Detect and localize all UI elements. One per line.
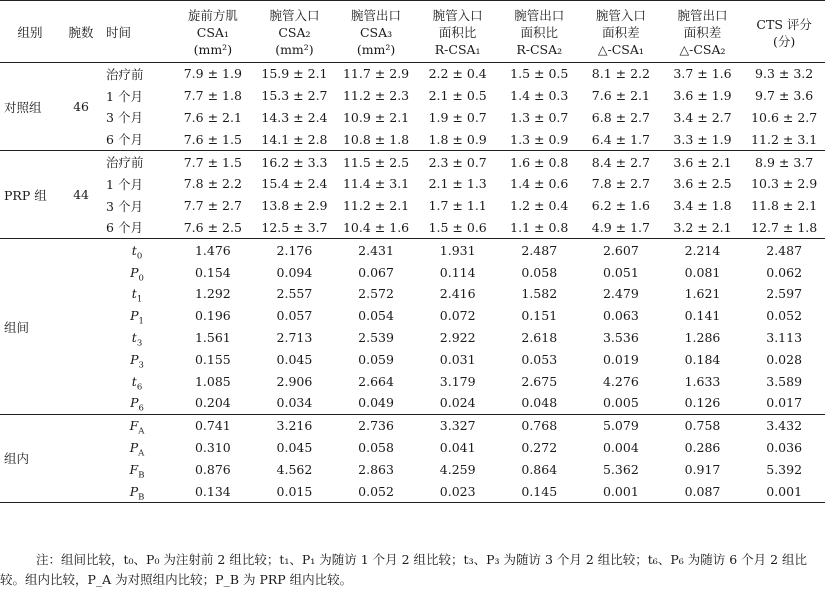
stat-row	[0, 348, 825, 370]
stat-value: 2.618	[521, 329, 558, 345]
value-cell: 1.3 ± 0.9	[498, 128, 580, 150]
header-line: CSA₁	[196, 25, 229, 40]
header-col-7	[743, 1, 825, 63]
stat-value: 4.259	[439, 461, 476, 477]
value-cell: 7.8 ± 2.7	[591, 176, 650, 192]
header-col-4	[498, 1, 580, 63]
stat-value: 0.031	[439, 351, 476, 367]
stat-value: 2.863	[358, 461, 394, 477]
stat-symbol	[102, 458, 172, 480]
table-row	[0, 151, 825, 173]
header-row	[0, 1, 825, 63]
stat-symbol	[102, 348, 172, 370]
stat-value: 0.058	[358, 439, 394, 455]
value-cell: 1.6 ± 0.8	[510, 154, 569, 170]
stat-value: 0.062	[766, 264, 803, 280]
stat-symbol-sub: 1	[138, 316, 144, 327]
value-cell: 2.1 ± 0.5	[428, 88, 487, 104]
value-cell: 10.3 ± 2.9	[751, 176, 818, 192]
stat-symbol	[102, 414, 172, 436]
time-cell: 3 个月	[106, 198, 143, 214]
value-cell: 1.5 ± 0.5	[510, 66, 569, 82]
stat-value: 0.151	[521, 308, 558, 324]
stat-value: 0.048	[498, 392, 580, 414]
header-line: (mm²)	[275, 42, 314, 57]
stat-value: 2.906	[276, 373, 313, 389]
stat-symbol-sub: B	[138, 492, 145, 503]
table-row	[0, 217, 825, 239]
stat-symbol	[102, 327, 172, 349]
stat-row	[0, 305, 825, 327]
stat-value: 0.917	[684, 461, 721, 477]
stat-group-name: 组内	[0, 414, 102, 502]
stat-symbol-letter: t	[131, 286, 137, 302]
value-cell: 3.7 ± 1.6	[673, 66, 732, 82]
value-cell: 10.4 ± 1.6	[335, 217, 417, 239]
value-cell: 7.6 ± 2.1	[591, 88, 650, 104]
stat-value: 0.017	[743, 392, 825, 414]
table-row	[0, 85, 825, 107]
header-col-3	[417, 1, 499, 63]
value-cell: 11.8 ± 2.1	[751, 198, 818, 214]
stat-value: 2.597	[766, 286, 803, 302]
value-cell: 2.3 ± 0.7	[428, 154, 487, 170]
header-line: R-CSA₁	[434, 42, 481, 57]
header-line: 面积差	[602, 25, 640, 40]
value-cell: 8.4 ± 2.7	[591, 154, 650, 170]
stat-value: 2.922	[439, 329, 476, 345]
stat-value: 0.768	[521, 418, 558, 434]
stat-value: 1.582	[521, 286, 558, 302]
stat-value: 0.052	[766, 308, 803, 324]
stat-value: 0.063	[602, 308, 639, 324]
value-cell: 2.2 ± 0.4	[428, 66, 487, 82]
stat-symbol	[102, 283, 172, 305]
stat-value: 0.019	[602, 351, 639, 367]
value-cell: 11.2 ± 2.3	[342, 88, 410, 104]
header-line: (mm²)	[356, 42, 396, 57]
stat-value: 1.621	[684, 286, 721, 302]
stat-symbol	[102, 392, 172, 414]
stat-row	[0, 283, 825, 305]
stat-value: 0.196	[194, 308, 231, 324]
stat-value: 0.067	[358, 264, 394, 280]
stat-value: 2.539	[358, 329, 394, 345]
value-cell: 1.9 ± 0.7	[428, 109, 487, 125]
stat-value: 1.292	[194, 286, 231, 302]
stat-value: 0.087	[662, 480, 744, 502]
stat-value: 0.126	[662, 392, 744, 414]
stat-value: 1.476	[194, 242, 231, 258]
stat-value: 0.741	[194, 418, 231, 434]
stat-value: 0.758	[684, 418, 721, 434]
stat-row	[0, 261, 825, 283]
header-line: R-CSA₂	[516, 42, 563, 57]
value-cell: 6.8 ± 2.7	[591, 109, 650, 125]
stat-symbol	[102, 370, 172, 392]
value-cell: 8.1 ± 2.2	[591, 66, 650, 82]
stat-value: 2.176	[276, 242, 313, 258]
stat-value: 2.607	[602, 242, 639, 258]
stat-value: 0.145	[498, 480, 580, 502]
stat-value: 2.479	[602, 286, 639, 302]
stat-value: 3.589	[766, 373, 803, 389]
value-cell: 1.2 ± 0.4	[510, 198, 569, 214]
value-cell: 11.7 ± 2.9	[342, 66, 410, 82]
value-cell: 12.5 ± 3.7	[254, 217, 336, 239]
value-cell: 8.9 ± 3.7	[755, 154, 814, 170]
stat-symbol-letter: P	[130, 308, 139, 324]
time-cell: 1 个月	[106, 88, 143, 104]
stat-value: 0.001	[743, 480, 825, 502]
header-line: 旋前方肌	[187, 8, 238, 23]
stat-value: 2.675	[521, 373, 558, 389]
stat-value: 0.134	[172, 480, 254, 502]
value-cell: 7.7 ± 1.8	[183, 88, 242, 104]
stat-row	[0, 480, 825, 502]
value-cell: 16.2 ± 3.3	[261, 154, 328, 170]
stat-value: 3.536	[602, 329, 639, 345]
stat-value: 0.864	[521, 461, 558, 477]
value-cell: 7.6 ± 1.5	[172, 128, 254, 150]
value-cell: 15.9 ± 2.1	[261, 66, 328, 82]
stat-value: 4.276	[602, 373, 639, 389]
table-row	[0, 195, 825, 217]
stat-value: 2.664	[358, 373, 394, 389]
stat-value: 1.561	[194, 329, 231, 345]
stat-row	[0, 414, 825, 436]
stat-symbol-sub: A	[138, 426, 145, 437]
stat-value: 0.054	[358, 308, 394, 324]
time-cell: 6 个月	[102, 217, 172, 239]
time-cell: 1 个月	[106, 176, 143, 192]
value-cell: 11.2 ± 2.1	[342, 198, 410, 214]
stat-group-name: 组间	[0, 239, 102, 414]
stat-row	[0, 437, 825, 459]
header-line: △-CSA₁	[597, 42, 644, 57]
stat-value: 0.059	[358, 351, 394, 367]
value-cell: 6.2 ± 1.6	[591, 198, 650, 214]
stat-value: 2.713	[276, 329, 313, 345]
stat-row	[0, 370, 825, 392]
value-cell: 7.6 ± 2.1	[183, 109, 242, 125]
value-cell: 7.7 ± 2.7	[183, 198, 242, 214]
stat-value: 0.204	[172, 392, 254, 414]
table-header	[0, 1, 825, 63]
stat-value: 0.036	[766, 439, 803, 455]
stat-row	[0, 392, 825, 414]
stat-symbol-sub: 6	[136, 382, 143, 393]
stat-value: 2.214	[684, 242, 721, 258]
group-name: 对照组	[0, 63, 60, 151]
stat-value: 2.416	[439, 286, 476, 302]
stat-value: 0.004	[602, 439, 639, 455]
value-cell: 11.2 ± 3.1	[743, 128, 825, 150]
stat-value: 0.184	[684, 351, 721, 367]
value-cell: 3.4 ± 2.7	[673, 109, 732, 125]
value-cell: 1.4 ± 0.6	[510, 176, 569, 192]
value-cell: 3.6 ± 1.9	[673, 88, 732, 104]
stat-symbol-sub: A	[138, 448, 145, 459]
stat-symbol-sub: B	[138, 470, 145, 481]
stat-value: 0.072	[439, 308, 476, 324]
table-body	[0, 63, 825, 503]
stat-value: 5.079	[602, 418, 639, 434]
stat-symbol-sub: 1	[136, 294, 143, 305]
header-col-1	[254, 1, 336, 63]
stat-row	[0, 327, 825, 349]
stat-symbol-letter: P	[130, 351, 139, 367]
time-cell: 治疗前	[106, 66, 144, 82]
stat-symbol-sub: 3	[138, 360, 144, 371]
value-cell: 15.3 ± 2.7	[261, 88, 328, 104]
stat-value: 0.028	[766, 351, 803, 367]
stat-value: 0.286	[684, 439, 721, 455]
header-line: 面积差	[683, 25, 722, 40]
stat-value: 0.081	[684, 264, 721, 280]
header-line: 腕管入口	[432, 8, 483, 23]
stat-value: 3.113	[766, 329, 803, 345]
stat-symbol-letter: t	[131, 373, 137, 389]
table-row	[0, 107, 825, 129]
stat-value: 0.045	[276, 439, 313, 455]
value-cell: 14.3 ± 2.4	[261, 109, 328, 125]
value-cell: 4.9 ± 1.7	[580, 217, 662, 239]
stat-value: 0.015	[254, 480, 336, 502]
stat-value: 2.431	[358, 242, 394, 258]
stat-value: 0.045	[276, 351, 313, 367]
header-line: 腕管入口	[269, 8, 320, 23]
stat-symbol-letter: P	[129, 439, 139, 455]
stat-value: 0.114	[439, 264, 476, 280]
stat-symbol	[102, 239, 172, 261]
value-cell: 1.5 ± 0.6	[417, 217, 499, 239]
header-col-0	[172, 1, 254, 63]
stat-value: 0.058	[521, 264, 558, 280]
stat-symbol-letter: P	[129, 483, 139, 499]
header-line: 腕管出口	[351, 8, 402, 23]
header-line: △-CSA₂	[679, 42, 726, 57]
value-cell: 10.8 ± 1.8	[335, 128, 417, 150]
stat-value: 1.633	[684, 373, 721, 389]
header-line: CSA₂	[278, 25, 311, 40]
header-line: 腕管入口	[595, 8, 646, 23]
value-cell: 15.4 ± 2.4	[261, 176, 328, 192]
header-group: 组别	[0, 1, 60, 63]
stat-value: 0.272	[521, 439, 558, 455]
stat-row	[0, 458, 825, 480]
value-cell: 7.8 ± 2.2	[183, 176, 242, 192]
value-cell: 7.7 ± 1.5	[183, 154, 242, 170]
stat-value: 0.041	[439, 439, 476, 455]
stat-value: 0.155	[194, 351, 231, 367]
stat-symbol-letter: t	[131, 329, 137, 345]
value-cell: 1.8 ± 0.9	[417, 128, 499, 150]
value-cell: 1.1 ± 0.8	[498, 217, 580, 239]
stat-symbol-sub: 0	[136, 251, 143, 262]
value-cell: 2.1 ± 1.3	[428, 176, 487, 192]
table-note: 注：组间比较，t₀、P₀ 为注射前 2 组比较；t₁、P₁ 为随访 1 个月 2 组比较；t₃、P₃ 为随访 3 个月 2 组比较；t₆、P₆ 为随访 6 个月 2 组比较。组内比较，P_A 为对照组内比较；P_B 为 PRP 组内比较。	[0, 552, 808, 587]
stat-symbol	[102, 261, 172, 283]
stat-symbol-letter: P	[130, 395, 139, 411]
wrist-count: 44	[60, 151, 102, 239]
value-cell: 14.1 ± 2.8	[254, 128, 336, 150]
value-cell: 11.4 ± 3.1	[342, 176, 410, 192]
value-cell: 1.3 ± 0.7	[510, 109, 569, 125]
stat-value: 2.557	[276, 286, 313, 302]
stat-symbol	[102, 480, 172, 502]
stat-value: 0.024	[417, 392, 499, 414]
value-cell: 11.5 ± 2.5	[342, 154, 410, 170]
stat-value: 0.005	[580, 392, 662, 414]
stat-value: 0.310	[194, 439, 231, 455]
stat-value: 1.085	[194, 373, 231, 389]
stat-value: 0.049	[335, 392, 417, 414]
stat-symbol-letter: F	[129, 461, 139, 477]
value-cell: 6.4 ± 1.7	[580, 128, 662, 150]
value-cell: 10.6 ± 2.7	[751, 109, 818, 125]
group-name: PRP 组	[0, 151, 60, 239]
table-row	[0, 173, 825, 195]
value-cell: 7.9 ± 1.9	[183, 66, 242, 82]
table-row	[0, 63, 825, 85]
value-cell: 1.4 ± 0.3	[510, 88, 569, 104]
header-line: 面积比	[438, 25, 477, 40]
stat-value: 5.392	[766, 461, 803, 477]
header-col-6	[662, 1, 744, 63]
header-col-5	[580, 1, 662, 63]
stat-value: 0.094	[276, 264, 313, 280]
stat-value: 0.034	[254, 392, 336, 414]
value-cell: 3.4 ± 1.8	[673, 198, 732, 214]
value-cell: 7.6 ± 2.5	[172, 217, 254, 239]
value-cell: 3.6 ± 2.5	[673, 176, 732, 192]
stat-value: 3.216	[276, 418, 313, 434]
value-cell: 13.8 ± 2.9	[261, 198, 328, 214]
header-wrists: 腕数	[60, 1, 102, 63]
header-line: CSA₃	[359, 25, 393, 40]
stat-value: 1.286	[684, 329, 721, 345]
stat-value: 0.141	[684, 308, 721, 324]
value-cell: 10.9 ± 2.1	[342, 109, 410, 125]
value-cell: 3.6 ± 2.1	[673, 154, 732, 170]
stat-symbol-sub: 3	[136, 338, 143, 349]
stat-value: 2.487	[766, 242, 803, 258]
time-cell: 6 个月	[102, 128, 172, 150]
value-cell: 9.7 ± 3.6	[755, 88, 814, 104]
stat-symbol-letter: F	[129, 418, 139, 434]
stat-symbol	[102, 437, 172, 459]
header-line: CTS 评分	[756, 16, 812, 32]
stat-symbol	[102, 305, 172, 327]
stat-symbol-letter: t	[131, 242, 137, 258]
stat-value: 3.179	[439, 373, 476, 389]
stat-symbol-sub: 6	[138, 403, 144, 414]
stat-value: 0.001	[580, 480, 662, 502]
stat-value: 3.327	[439, 418, 476, 434]
stat-value: 2.572	[358, 286, 394, 302]
header-line: 腕管出口	[514, 8, 565, 23]
stat-value: 2.736	[358, 418, 394, 434]
wrist-count: 46	[60, 63, 102, 151]
time-cell: 治疗前	[106, 155, 144, 171]
header-line: (mm²)	[193, 42, 233, 57]
stat-value: 4.562	[276, 461, 313, 477]
stat-value: 0.052	[335, 480, 417, 502]
value-cell: 12.7 ± 1.8	[743, 217, 825, 239]
header-line: (分)	[773, 33, 796, 49]
stat-row	[0, 239, 825, 261]
stat-symbol-sub: 0	[138, 273, 144, 284]
stat-value: 0.051	[602, 264, 639, 280]
stat-value: 5.362	[602, 461, 639, 477]
stat-value: 3.432	[766, 418, 803, 434]
header-line: 面积比	[520, 25, 559, 40]
header-time: 时间	[102, 1, 172, 63]
value-cell: 3.2 ± 2.1	[662, 217, 744, 239]
stat-value: 2.487	[521, 242, 558, 258]
stat-value: 0.154	[194, 264, 231, 280]
stat-value: 0.053	[521, 351, 558, 367]
stat-value: 0.876	[194, 461, 231, 477]
table-row	[0, 128, 825, 150]
stat-value: 0.023	[417, 480, 499, 502]
value-cell: 3.3 ± 1.9	[662, 128, 744, 150]
header-line: 腕管出口	[677, 8, 728, 23]
header-col-2	[335, 1, 417, 63]
value-cell: 1.7 ± 1.1	[428, 198, 487, 214]
stat-symbol-letter: P	[130, 264, 139, 280]
stat-value: 0.057	[276, 308, 313, 324]
value-cell: 9.3 ± 3.2	[755, 66, 814, 82]
time-cell: 3 个月	[106, 110, 143, 126]
stat-value: 1.931	[439, 242, 476, 258]
